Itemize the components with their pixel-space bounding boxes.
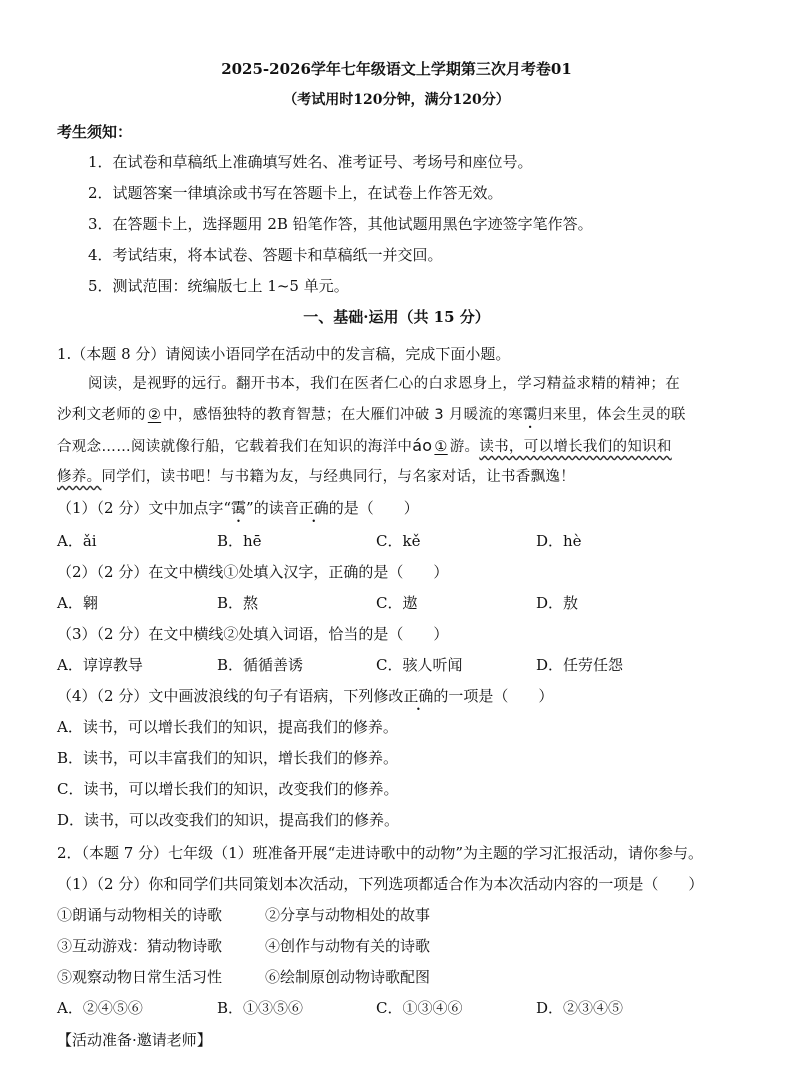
notice-item-2: 2．试题答案一律填涂或书写在答题卡上，在试卷上作答无效。 [88,184,503,202]
passage-text: 同学们，读书吧！与书籍为友，与经典同行，与名家对话，让书香飘逸！ [101,469,576,485]
notice-item-4: 4．考试结束，将本试卷、答题卡和草稿纸一并交回。 [88,246,443,264]
sub-question-1-1 [57,498,419,518]
notice-item-5: 5．测试范围：统编版七上 1~5 单元。 [88,277,349,295]
option-a: A．②④⑤⑥ [57,999,143,1017]
option-c: C．读书，可以增长我们的知识，改变我们的修养。 [57,780,399,798]
dotted-word: 正确 [403,687,434,705]
activity-item-1: ①朗诵与动物相关的诗歌 [57,906,223,924]
option-d: D．读书，可以改变我们的知识，提高我们的修养。 [57,811,400,829]
option-a: A．ǎi [57,532,97,550]
passage-line-2 [57,405,686,425]
pinyin-hint: áo [412,436,433,455]
notice-heading: 考生须知： [57,123,133,141]
sub-question-text: （1）（2 分）文中加点字“ [57,499,232,517]
passage-line-4 [57,467,575,487]
activity-item-6: ⑥绘制原创动物诗歌配图 [265,968,431,986]
option-c: C．骇人听闻 [376,656,463,674]
option-c: C．kě [376,532,421,550]
passage-text: 游。 [449,439,480,455]
option-d: D．任劳任怨 [536,656,624,674]
question-1-stem: 1.（本题 8 分）请阅读小语同学在活动中的发言稿，完成下面小题。 [57,345,511,363]
blank-1: ① [434,439,448,455]
activity-section-heading: 【活动准备·邀请老师】 [57,1031,212,1049]
blank-2: ② [147,407,162,423]
sub-question-1-4 [57,686,553,706]
passage-text: 中，感悟独特的教育智慧；在大雁们冲破 3 月暖流的寒 [163,407,523,423]
activity-item-2: ②分享与动物相处的故事 [265,906,431,924]
activity-item-4: ④创作与动物有关的诗歌 [265,937,431,955]
sub-question-1-2: （2）（2 分）在文中横线①处填入汉字，正确的是（ ） [57,563,449,581]
option-b: B．读书，可以丰富我们的知识，增长我们的修养。 [57,749,399,767]
option-a: A．读书，可以增长我们的知识，提高我们的修养。 [57,718,398,736]
option-b: B．hē [217,532,262,550]
sub-question-text: （4）（2 分）文中画波浪线的句子有语病，下列修改 [57,687,404,705]
passage-text: 沙利文老师的 [57,407,146,423]
passage-text: 归来里，体会生灵的联 [537,407,686,423]
notice-item-1: 1．在试卷和草稿纸上准确填写姓名、准考证号、考场号和座位号。 [88,153,533,171]
passage-text: 合观念……阅读就像行船，它载着我们在知识的海洋中 [57,439,413,455]
activity-item-3: ③互动游戏：猜动物诗歌 [57,937,223,955]
option-d: D．hè [536,532,582,550]
option-b: B．①③⑤⑥ [217,999,304,1017]
sub-question-2-1: （1）（2 分）你和同学们共同策划本次活动，下列选项都适合作为本次活动内容的一项是（ ） [57,875,704,893]
dotted-word: 正确 [298,499,329,517]
option-b: B．循循善诱 [217,656,304,674]
option-a: A．翱 [57,594,98,612]
wavy-sentence-end: 修养。 [57,469,102,485]
notice-item-3: 3．在答题卡上，选择题用 2B 铅笔作答，其他试题用黑色字迹签字笔作答。 [88,215,593,233]
dotted-char: 霭 [522,407,538,423]
sub-question-text: ”的读音 [246,499,299,517]
option-c: C．①③④⑥ [376,999,463,1017]
dotted-char: 霭 [231,499,247,517]
option-a: A．谆谆教导 [57,656,143,674]
sub-question-text: 的是（ ） [328,499,419,517]
option-b: B．熬 [217,594,259,612]
passage-line-3 [57,436,672,457]
option-d: D．敖 [536,594,579,612]
passage-line-1: 阅读，是视野的远行。翻开书本，我们在医者仁心的白求恩身上，学习精益求精的精神；在 [88,376,680,392]
page-subtitle: （考试用时120分钟，满分120分） [283,92,510,108]
page-title: 2025-2026学年七年级语文上学期第三次月考卷01 [221,60,572,78]
question-2-stem: 2．（本题 7 分）七年级（1）班准备开展“走进诗歌中的动物”为主题的学习汇报活动，请你参与。 [57,844,704,862]
option-d: D．②③④⑤ [536,999,624,1017]
wavy-sentence: 读书，可以增长我们的知识和 [479,439,672,455]
sub-question-text: 的一项是（ ） [433,687,554,705]
section-heading: 一、基础·运用（共 15 分） [303,308,490,326]
sub-question-1-3: （3）（2 分）在文中横线②处填入词语，恰当的是（ ） [57,625,449,643]
activity-item-5: ⑤观察动物日常生活习性 [57,968,223,986]
option-c: C．遨 [376,594,418,612]
